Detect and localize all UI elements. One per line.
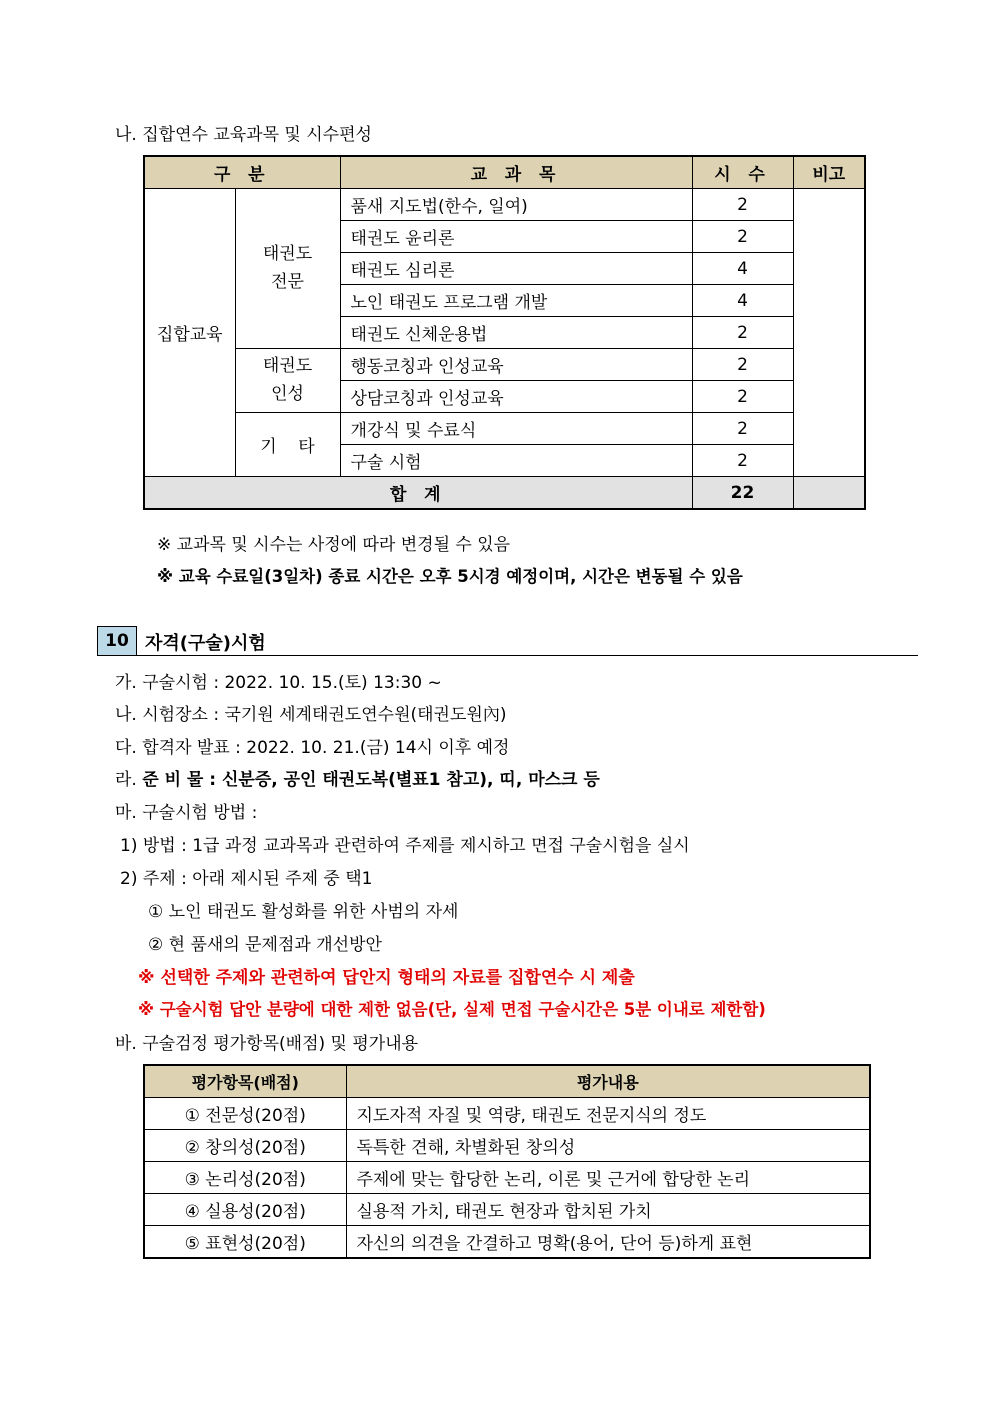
- table-row: [144, 1194, 870, 1226]
- table-row: [144, 349, 865, 381]
- table-row: [144, 1098, 870, 1130]
- note-text-bold: ※ 교육 수료일(3일차) 종료 시간은 오후 5시경 예정이며, 시간은 변동될 수 있음: [157, 567, 743, 586]
- subject-cell: 품새 지도법(한수, 일여): [340, 189, 692, 221]
- table-header-row: [144, 156, 865, 189]
- header-remarks: 비고: [793, 156, 865, 189]
- section-number: 10: [97, 626, 137, 656]
- subject-cell: 상담코칭과 인성교육: [340, 381, 692, 413]
- evaluation-heading: 바. 구술검정 평가항목(배점) 및 평가내용: [115, 1034, 419, 1054]
- hours-cell: 2: [692, 349, 793, 381]
- content-cell: 자신의 의견을 간결하고 명확(용어, 단어 등)하게 표현: [346, 1226, 870, 1259]
- hours-cell: 4: [692, 285, 793, 317]
- subject-cell: 태권도 윤리론: [340, 221, 692, 253]
- content-cell: 실용적 가치, 태권도 현장과 합치된 가치: [346, 1194, 870, 1226]
- hours-cell: 2: [692, 189, 793, 221]
- total-remarks: [793, 477, 865, 510]
- group-cell: 태권도 인성: [235, 349, 340, 413]
- table-row: [144, 413, 865, 445]
- item-cell: ⑤ 표현성(20점): [144, 1226, 346, 1259]
- red-notice: ※ 선택한 주제와 관련하여 답안지 형태의 자료를 집합연수 시 제출: [138, 968, 635, 988]
- note-text: ※ 교과목 및 시수는 사정에 따라 변경될 수 있음: [157, 535, 511, 555]
- table-row: [144, 1130, 870, 1162]
- subject-cell: 태권도 신체운용법: [340, 317, 692, 349]
- total-label: 합 계: [144, 477, 692, 510]
- group-cell: 태권도 전문: [235, 189, 340, 349]
- curriculum-table: [143, 155, 866, 510]
- item-cell: ② 창의성(20점): [144, 1130, 346, 1162]
- content-cell: 지도자적 자질 및 역량, 태권도 전문지식의 정도: [346, 1098, 870, 1130]
- topic-option: ② 현 품새의 문제점과 개선방안: [148, 935, 382, 955]
- section-title: 자격(구술)시험: [145, 633, 266, 654]
- exam-date: 가. 구술시험 : 2022. 10. 15.(토) 13:30 ~: [115, 673, 442, 693]
- hours-cell: 2: [692, 381, 793, 413]
- method-item: 1) 방법 : 1급 과정 교과목과 관련하여 주제를 제시하고 면접 구술시험을 실시: [120, 836, 690, 856]
- subject-cell: 태권도 심리론: [340, 253, 692, 285]
- preparation-item: [115, 765, 600, 790]
- hours-cell: 2: [692, 413, 793, 445]
- section-divider: [97, 655, 918, 656]
- hours-cell: 4: [692, 253, 793, 285]
- content-cell: 주제에 맞는 합당한 논리, 이론 및 근거에 합당한 논리: [346, 1162, 870, 1194]
- exam-method-heading: 마. 구술시험 방법 :: [115, 803, 258, 823]
- red-notice: ※ 구술시험 답안 분량에 대한 제한 없음(단, 실제 면접 구술시간은 5분 이내로 제한함): [138, 1000, 766, 1019]
- table-row: [144, 189, 865, 221]
- topic-option: ① 노인 태권도 활성화를 위한 사범의 자세: [148, 902, 459, 922]
- total-row: [144, 477, 865, 510]
- total-hours: 22: [692, 477, 793, 510]
- header-hours: 시 수: [692, 156, 793, 189]
- header-content: 평가내용: [346, 1065, 870, 1098]
- item-prefix: 라.: [115, 770, 137, 790]
- content-cell: 독특한 견해, 차별화된 창의성: [346, 1130, 870, 1162]
- hours-cell: 2: [692, 445, 793, 477]
- item-cell: ③ 논리성(20점): [144, 1162, 346, 1194]
- header-category: 구 분: [144, 156, 340, 189]
- evaluation-table: [143, 1064, 871, 1259]
- exam-location: 나. 시험장소 : 국기원 세계태권도연수원(태권도원內): [115, 705, 507, 725]
- item-cell: ① 전문성(20점): [144, 1098, 346, 1130]
- header-item: 평가항목(배점): [144, 1065, 346, 1098]
- remarks-cell: [793, 189, 865, 477]
- subject-cell: 노인 태권도 프로그램 개발: [340, 285, 692, 317]
- group-cell: 기 타: [235, 413, 340, 477]
- preparation-text: 준 비 물 : 신분증, 공인 태권도복(별표1 참고), 띠, 마스크 등: [142, 770, 600, 790]
- subject-cell: 개강식 및 수료식: [340, 413, 692, 445]
- table-row: [144, 1226, 870, 1259]
- table-header-row: [144, 1065, 870, 1098]
- subject-cell: 행동코칭과 인성교육: [340, 349, 692, 381]
- topic-item: 2) 주제 : 아래 제시된 주제 중 택1: [120, 869, 373, 889]
- header-subject: 교 과 목: [340, 156, 692, 189]
- item-cell: ④ 실용성(20점): [144, 1194, 346, 1226]
- hours-cell: 2: [692, 221, 793, 253]
- category-cell: 집합교육: [144, 189, 235, 477]
- table-row: [144, 1162, 870, 1194]
- result-announcement: 다. 합격자 발표 : 2022. 10. 21.(금) 14시 이후 예정: [115, 738, 510, 758]
- subject-cell: 구술 시험: [340, 445, 692, 477]
- hours-cell: 2: [692, 317, 793, 349]
- subsection-heading: 나. 집합연수 교육과목 및 시수편성: [115, 125, 372, 145]
